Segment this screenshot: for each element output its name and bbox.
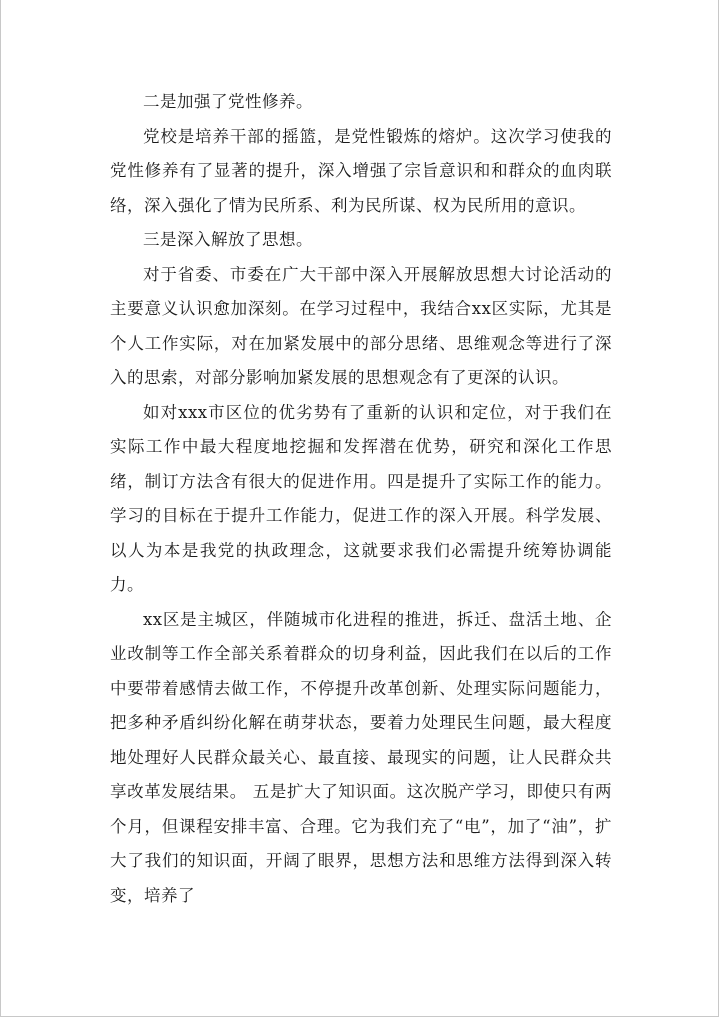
paragraph-emancipate-mind: 对于省委、市委在广大干部中深入开展解放思想大讨论活动的主要意义认识愈加深刻。在学习过程中，我结合xx区实际，尤其是个人工作实际，对在加紧发展中的部分思绪、思维观念等进行了深入的思索，对部分影响加紧发展的思想观念有了更深的认识。	[110, 264, 612, 387]
paragraph-location-advantages: 如对xxx市区位的优劣势有了重新的认识和定位，对于我们在实际工作中最大程度地挖掘和发挥潜在优势，研究和深化工作思绪，制订方法含有很大的促进作用。四是提升了实际工作的能力。学习的目标在于提升工作能力，促进工作的深入开展。科学发展、以人为本是我党的执政理念，这就要求我们必需提升统筹协调能力。	[110, 402, 612, 594]
paragraph-main-district: xx区是主城区，伴随城市化进程的推进，拆迁、盘活土地、企业改制等工作全部关系着群众的切身利益，因此我们在以后的工作中要带着感情去做工作，不停提升改革创新、处理实际问题能力，把多种矛盾纠纷化解在萌芽状态，要着力处理民生问题，最大程度地处理好人民群众最关心、最直接、最现实的问题，让人民群众共享改革发展结果。 五是扩大了知识面。这次脱产学习，即使只有两个月，但课程安排丰富、合理。它为我们充了“电”，加了“油”，扩大了我们的知识面，开阔了眼界，思想方法和思维方法得到深入转变，培养了	[110, 609, 612, 905]
paragraph-party-spirit: 党校是培养干部的摇篮，是党性锻炼的熔炉。这次学习使我的党性修养有了显著的提升，深入增强了宗旨意识和和群众的血肉联络，深入强化了情为民所系、利为民所谋、权为民所用的意识。	[110, 126, 612, 215]
section-heading-3: 三是深入解放了思想。	[143, 230, 313, 249]
section-heading-2: 二是加强了党性修养。	[143, 92, 313, 111]
document-body	[110, 85, 612, 913]
